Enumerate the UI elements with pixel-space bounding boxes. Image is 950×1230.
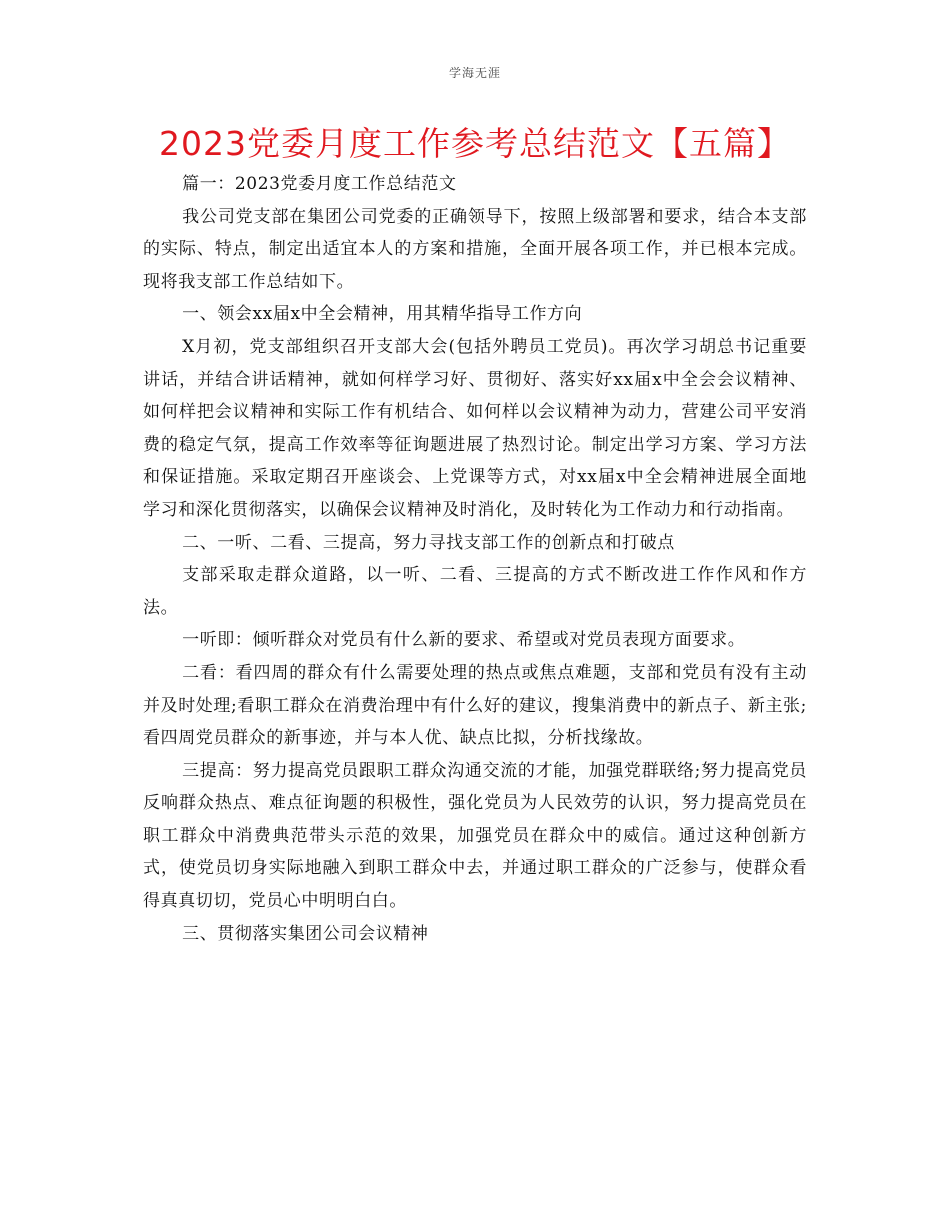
body-paragraph: 一听即：倾听群众对党员有什么新的要求、希望或对党员表现方面要求。: [182, 630, 746, 651]
body-paragraph: 三提高：努力提高党员跟职工群众沟通交流的才能，加强党群联络;努力提高党员反响群众热点、难点征询题的积极性，强化党员为人民效劳的认识，努力提高党员在职工群众中消费典范带头示范的效果，加强党员在群众中的威信。通过这种创新方式，使党员切身实际地融入到职工群众中去，并通过职工群众的广泛参与，使群众看得真真切切，党员心中明明白白。: [143, 760, 807, 912]
document-title: 2023党委月度工作参考总结范文【五篇】: [159, 124, 791, 163]
body-paragraph: 支部采取走群众道路，以一听、二看、三提高的方式不断改进工作作风和作方法。: [143, 565, 807, 618]
body-paragraph: X月初，党支部组织召开支部大会(包括外聘员工党员)。再次学习胡总书记重要讲话，并结合讲话精神，就如何样学习好、贯彻好、落实好xx届x中全会会议精神、如何样把会议精神和实际工作有机结合、如何样以会议精神为动力，营建公司平安消费的稳定气氛，提高工作效率等征询题进展了热烈讨论。制定出学习方案、学习方法和保证措施。采取定期召开座谈会、上党课等方式，对xx届x中全会精神进展全面地学习和深化贯彻落实，以确保会议精神及时消化，及时转化为工作动力和行动指南。: [143, 336, 807, 520]
body-paragraph: 二看：看四周的群众有什么需要处理的热点或焦点难题，支部和党员有没有主动并及时处理;看职工群众在消费治理中有什么好的建议，搜集消费中的新点子、新主张;看四周党员群众的新事迹，并与本人优、缺点比拟，分析找缘故。: [143, 662, 807, 749]
section-heading-1: 一、领会xx届x中全会精神，用其精华指导工作方向: [182, 304, 583, 325]
intro-paragraph: 我公司党支部在集团公司党委的正确领导下，按照上级部署和要求，结合本支部的实际、特点，制定出适宜本人的方案和措施，全面开展各项工作，并已根本完成。现将我支部工作总结如下。: [143, 206, 807, 292]
header-note: 学海无涯: [448, 66, 501, 80]
section-heading-3: 三、贯彻落实集团公司会议精神: [182, 923, 429, 944]
section-heading-part-one: 篇一：2023党委月度工作总结范文: [182, 174, 457, 194]
document-body: [143, 168, 807, 950]
section-heading-2: 二、一听、二看、三提高，努力寻找支部工作的创新点和打破点: [182, 532, 675, 553]
